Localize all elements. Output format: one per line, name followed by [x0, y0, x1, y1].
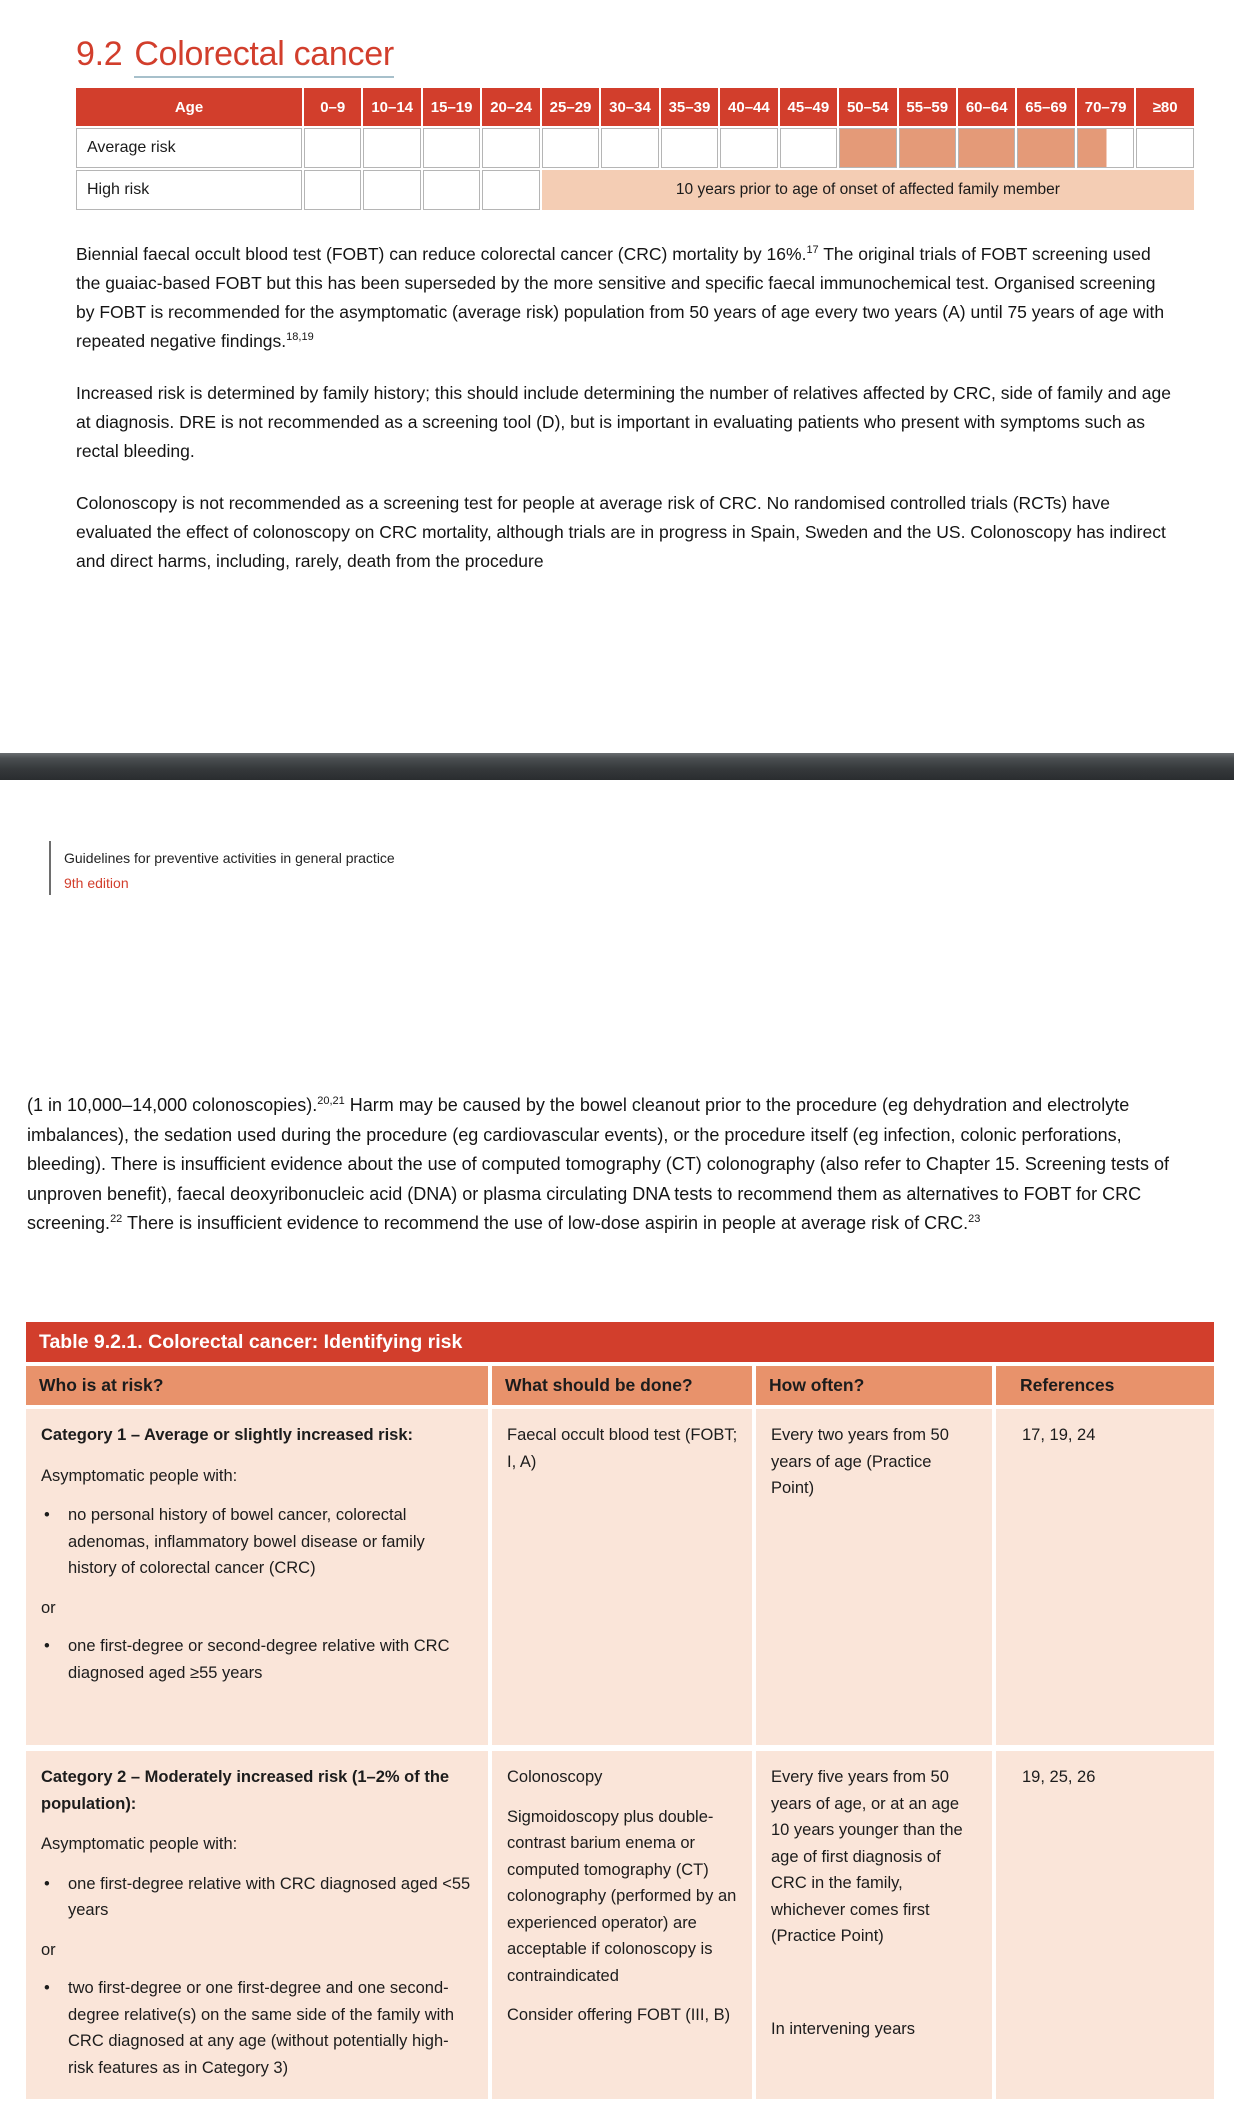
age-cell	[720, 128, 777, 168]
category-heading: Category 1 – Average or slightly increased risk:	[41, 1426, 414, 1444]
table-title: Table 9.2.1. Colorectal cancer: Identifying risk	[26, 1322, 1214, 1362]
cell-how-often	[756, 1751, 992, 2099]
cell-who	[26, 1751, 488, 2099]
cell-text: or	[41, 1598, 56, 1617]
section-number: 9.2	[76, 34, 123, 73]
column-header-how-often: How often?	[756, 1366, 992, 1405]
age-cell	[661, 128, 718, 168]
paragraph-increased-risk: Increased risk is determined by family history; this should include determining the number of relatives affected by CRC, side of family and age at diagnosis. DRE is not recommended as a screening tool (D), but is important in evaluating patients who present with symptoms such as rectal bleeding.	[76, 383, 1171, 461]
column-header-who: Who is at risk?	[26, 1366, 488, 1405]
bullet-item: • two first-degree or one first-degree and one second-degree relative(s) on the same side of the family with CRC diagnosed at any age (without potentially high-risk features as in Category 3)	[41, 1975, 474, 2081]
page-divider-bar	[0, 753, 1234, 780]
reference-superscript: 20,21	[317, 1095, 345, 1107]
publication-title: Guidelines for preventive activities in general practice	[64, 850, 395, 866]
age-cell	[304, 128, 361, 168]
running-header	[49, 841, 395, 895]
column-header-what: What should be done?	[492, 1366, 752, 1405]
table-row-category-2	[26, 1751, 1214, 2099]
age-header-cell: 0–9	[304, 88, 361, 126]
cell-text: Faecal occult blood test (FOBT; I, A)	[507, 1426, 738, 1471]
paragraph-colonoscopy: Colonoscopy is not recommended as a screening test for people at average risk of CRC. No randomised controlled trials (RCTs) have evaluated the effect of colonoscopy on CRC mortality, although trials are in progress in Spain, Sweden and the US. Colonoscopy has indirect and direct harms, including, rarely, death from the procedure	[76, 493, 1166, 571]
age-cell	[482, 170, 539, 210]
row-label: High risk	[76, 170, 302, 210]
average-risk-shaded-cell	[958, 128, 1015, 168]
age-cell	[423, 128, 480, 168]
high-risk-band: 10 years prior to age of onset of affected family member	[542, 170, 1194, 210]
age-header-cell: 10–14	[363, 88, 420, 126]
paragraph-text: (1 in 10,000–14,000 colonoscopies).	[27, 1095, 318, 1115]
cell-text: Asymptomatic people with:	[41, 1466, 238, 1485]
bullet-item: • one first-degree relative with CRC diagnosed aged <55 years	[41, 1871, 474, 1924]
paragraph-text: There is insufficient evidence to recommend the use of low-dose aspirin in people at average risk of CRC.	[122, 1213, 969, 1233]
page2-body-text	[27, 1091, 1189, 1239]
category-heading: Category 2 – Moderately increased risk (1–2% of the population):	[41, 1768, 450, 1813]
age-cell	[363, 128, 420, 168]
average-risk-shaded-cell	[1017, 128, 1074, 168]
cell-text: Every five years from 50 years of age, or at an age 10 years younger than the age of first diagnosis of CRC in the family, whichever comes first (Practice Point)	[771, 1768, 963, 1945]
age-cell	[304, 170, 361, 210]
cell-what	[492, 1409, 752, 1745]
bullet-item: • one first-degree or second-degree relative with CRC diagnosed aged ≥55 years	[41, 1633, 474, 1686]
age-header-cell: 55–59	[899, 88, 956, 126]
age-cell	[542, 128, 599, 168]
paragraph-text: Biennial faecal occult blood test (FOBT) can reduce colorectal cancer (CRC) mortality by 16%.	[76, 244, 807, 264]
age-cell	[1136, 128, 1194, 168]
age-header-cell: 30–34	[601, 88, 658, 126]
average-risk-shaded-cell	[899, 128, 956, 168]
age-cell	[601, 128, 658, 168]
age-table-header-row	[76, 88, 1194, 126]
cell-text: Consider offering FOBT (III, B)	[507, 2006, 731, 2024]
bullet-item: • no personal history of bowel cancer, colorectal adenomas, inflammatory bowel disease or family history of colorectal cancer (CRC)	[41, 1502, 474, 1582]
reference-superscript: 23	[968, 1213, 981, 1225]
header-rule	[49, 841, 51, 895]
paragraph-text: The original trials of FOBT screening used the guaiac-based FOBT but this has been superseded by the more sensitive and specific faecal immunochemical test. Organised screening by FOBT is recommended for the asymptomatic (average risk) population from 50 years of age every two years (A) until 75 years of age with repeated negative findings.	[76, 244, 1165, 351]
age-header-cell: 65–69	[1017, 88, 1074, 126]
age-header-cell: 25–29	[542, 88, 599, 126]
cell-how-often	[756, 1409, 992, 1745]
age-header-cell: 15–19	[423, 88, 480, 126]
age-header-cell: 20–24	[482, 88, 539, 126]
table-header-row	[26, 1366, 1214, 1405]
age-header-cell: 35–39	[661, 88, 718, 126]
average-risk-partial-cell	[1077, 128, 1134, 168]
row-label: Average risk	[76, 128, 302, 168]
age-screening-chart	[74, 86, 1196, 212]
cell-text: Every two years from 50 years of age (Practice Point)	[771, 1426, 949, 1497]
cell-text: or	[41, 1940, 56, 1959]
section-heading	[76, 35, 394, 74]
age-cell	[363, 170, 420, 210]
column-header-references: References	[996, 1366, 1214, 1405]
reference-superscript: 22	[110, 1213, 123, 1225]
cell-text: Asymptomatic people with:	[41, 1835, 238, 1853]
age-header-cell: ≥80	[1136, 88, 1194, 126]
age-header-cell: 50–54	[839, 88, 896, 126]
age-header-cell: Age	[76, 88, 302, 126]
page1-body-text	[76, 240, 1178, 599]
age-cell	[780, 128, 837, 168]
age-header-cell: 60–64	[958, 88, 1015, 126]
average-risk-shaded-cell	[839, 128, 896, 168]
section-title: Colorectal cancer	[134, 35, 393, 78]
average-risk-row	[76, 128, 1194, 168]
reference-superscript: 17	[806, 244, 819, 257]
age-header-cell: 70–79	[1077, 88, 1134, 126]
cell-text: Sigmoidoscopy plus double-contrast barium enema or computed tomography (CT) colonography (performed by an experienced operator) are acceptable if colonoscopy is contraindicated	[507, 1807, 737, 1985]
high-risk-row	[76, 170, 1194, 210]
cell-references: 17, 19, 24	[996, 1409, 1214, 1745]
risk-identification-table	[26, 1322, 1214, 2099]
paragraph-harms	[27, 1091, 1189, 1239]
reference-superscript: 18,19	[286, 331, 314, 344]
cell-who	[26, 1409, 488, 1745]
age-header-cell: 40–44	[720, 88, 777, 126]
age-cell	[482, 128, 539, 168]
table-row-category-1	[26, 1409, 1214, 1745]
paragraph-fobt	[76, 240, 1178, 356]
cell-references: 19, 25, 26	[996, 1751, 1214, 2099]
age-cell	[423, 170, 480, 210]
paragraph-text: Harm may be caused by the bowel cleanout prior to the procedure (eg dehydration and electrolyte imbalances), the sedation used during the procedure (eg cardiovascular events), or the procedure itself (eg infection, colonic perforations, bleeding). There is insufficient evidence about the use of computed tomography (CT) colonography (also refer to Chapter 15. Screening tests of unproven benefit), faecal deoxyribonucleic acid (DNA) or plasma circulating DNA tests to recommend them as alternatives to FOBT for CRC screening.	[27, 1095, 1169, 1233]
cell-text: Colonoscopy	[507, 1768, 603, 1786]
age-header-cell: 45–49	[780, 88, 837, 126]
cell-what	[492, 1751, 752, 2099]
edition-label: 9th edition	[64, 875, 129, 891]
cell-text: In intervening years	[771, 2019, 915, 2038]
